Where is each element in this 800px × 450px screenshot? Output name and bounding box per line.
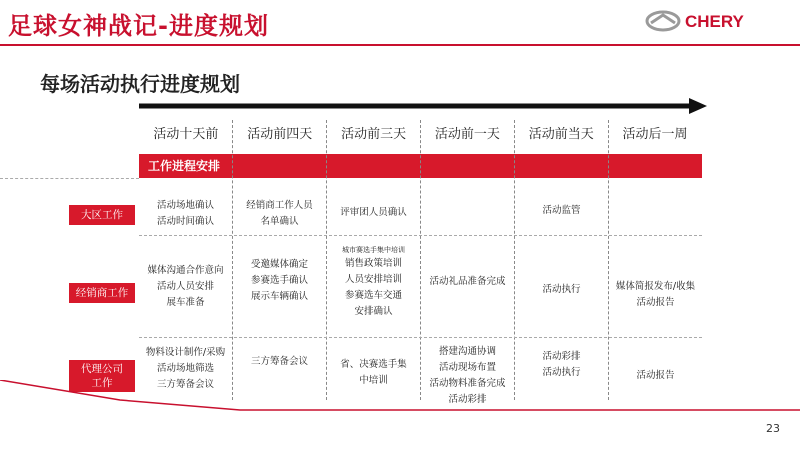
column-header: 活动前四天 [247,127,313,142]
cell-r2-c6 [609,278,702,312]
task-text: 活动场地确认 [156,200,214,211]
cell-r2-c1 [139,262,232,312]
row-label-line: 工作 [91,377,113,389]
cell-r1-c5 [515,200,608,222]
brand-name: CHERY [685,12,744,31]
cell-r3-c2 [233,352,326,372]
task-text: 城市赛选手集中培训 [342,246,405,254]
task-text: 经销商工作人员 [246,200,313,211]
task-text: 搭建沟通协调 [438,346,496,357]
task-text: 媒体沟通合作意向 [147,265,224,276]
task-text: 三方筹备会议 [250,356,308,367]
task-text: 展示车辆确认 [250,291,308,302]
task-text: 活动彩排 [448,394,487,405]
task-text: 活动执行 [542,284,581,295]
task-text: 中培训 [359,375,388,386]
task-text: 参赛选手确认 [250,275,308,286]
task-text: 活动时间确认 [156,216,214,227]
task-text: 活动人员安排 [156,281,214,292]
column-header: 活动前当天 [528,127,594,142]
page-number: 23 [766,422,780,435]
task-text: 人员安排培训 [344,274,402,285]
column-header: 活动前一天 [434,127,500,142]
task-text: 活动彩排 [542,351,581,362]
timeline-arrow [139,96,709,116]
slide-title: 足球女神战记-进度规划 [8,12,269,40]
row-label-line: 代理公司 [81,363,123,375]
task-text: 受邀媒体确定 [250,259,308,270]
task-text: 活动监管 [542,205,581,216]
task-text: 活动现场布置 [438,362,496,373]
column-header: 活动前三天 [341,127,407,142]
task-text: 安排确认 [354,306,393,317]
row-divider [139,235,702,236]
task-text: 物料设计制作/采购 [145,347,226,358]
task-text: 三方筹备会议 [156,379,214,390]
task-text: 销售政策培训 [344,258,402,269]
task-text: 评审团人员确认 [340,207,407,218]
row-label-region: 大区工作 [69,205,135,225]
column-divider [608,120,609,400]
row-divider [139,337,702,338]
task-text: 参赛选车交通 [344,290,402,301]
task-text: 展车准备 [166,297,205,308]
column-header: 活动十天前 [153,127,219,142]
bottom-decor-line [0,380,800,450]
task-text: 活动报告 [636,297,675,308]
task-text: 媒体简报发布/收集 [615,281,696,292]
band-divider [0,178,139,179]
task-text: 活动场地筛选 [156,363,214,374]
task-text: 活动执行 [542,367,581,378]
cell-r1-c2 [233,196,326,232]
task-text: 活动物料准备完成 [429,378,506,389]
cell-r2-c3 [327,240,420,324]
cell-r1-c3 [327,202,420,224]
work-progress-band: 工作进程安排 [139,154,702,178]
task-text: 名单确认 [260,216,299,227]
chery-logo [645,10,795,32]
row-label-dealer: 经销商工作 [69,283,135,303]
cell-r2-c5 [515,280,608,300]
slide-subtitle: 每场活动执行进度规划 [40,72,240,96]
cell-r3-c5 [515,348,608,382]
cell-r2-c2 [233,256,326,306]
title-divider [0,44,800,46]
task-text: 活动报告 [636,370,675,381]
task-text: 省、决赛选手集 [340,359,407,370]
cell-r2-c4 [421,272,514,292]
task-text: 活动礼品准备完成 [429,276,506,287]
column-header: 活动后一周 [622,127,688,142]
cell-r1-c1 [139,196,232,232]
